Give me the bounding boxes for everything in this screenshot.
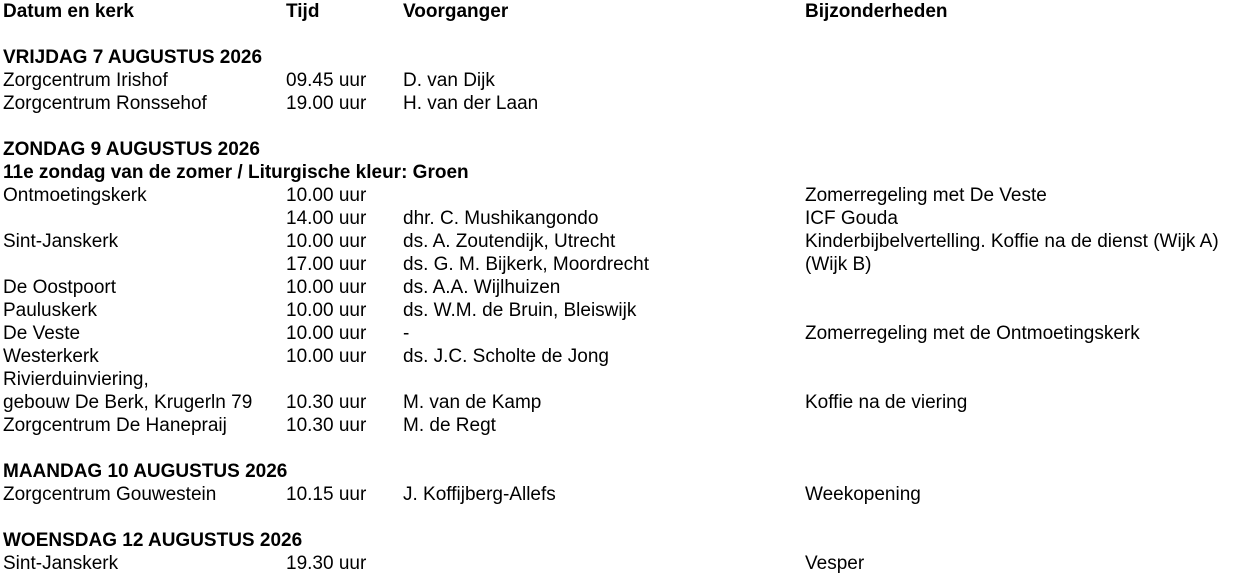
preacher-name: ds. A.A. Wijlhuizen [403, 277, 561, 298]
service-note: Koffie na de viering [805, 392, 968, 413]
church-service-schedule [3, 0, 1241, 575]
service-row [3, 322, 1241, 345]
church-name: Ontmoetingskerk [3, 185, 147, 206]
service-row [3, 391, 1241, 414]
service-row [3, 92, 1241, 115]
preacher-name: ds. G. M. Bijkerk, Moordrecht [403, 254, 650, 275]
preacher-name: ds. J.C. Scholte de Jong [403, 346, 609, 367]
section-date: ZONDAG 9 AUGUSTUS 2026 [3, 139, 260, 160]
service-row [3, 299, 1241, 322]
church-name: Westerkerk [3, 346, 99, 367]
service-time: 10.00 uur [286, 300, 367, 321]
service-row [3, 368, 1241, 391]
service-row [3, 253, 1241, 276]
service-time: 10.00 uur [286, 277, 367, 298]
preacher-name: D. van Dijk [403, 70, 495, 91]
preacher-name: - [403, 323, 410, 344]
church-name: Sint-Janskerk [3, 231, 119, 252]
section-spacer [3, 23, 1241, 46]
header-details: Bijzonderheden [805, 1, 948, 22]
section-spacer [3, 115, 1241, 138]
service-time: 19.30 uur [286, 553, 367, 574]
service-row [3, 345, 1241, 368]
service-time: 10.00 uur [286, 185, 367, 206]
church-name: Zorgcentrum Ronssehof [3, 93, 207, 114]
section-date-row [3, 460, 1241, 483]
church-name: Pauluskerk [3, 300, 97, 321]
preacher-name: ds. W.M. de Bruin, Bleiswijk [403, 300, 637, 321]
header-date-church: Datum en kerk [3, 1, 134, 22]
section-spacer [3, 506, 1241, 529]
service-time: 10.30 uur [286, 415, 367, 436]
preacher-name: dhr. C. Mushikangondo [403, 208, 599, 229]
section-date-row [3, 529, 1241, 552]
preacher-name: M. van de Kamp [403, 392, 542, 413]
section-subtitle-row [3, 161, 1241, 184]
service-note: Zomerregeling met De Veste [805, 185, 1047, 206]
church-name: De Oostpoort [3, 277, 116, 298]
header-time: Tijd [286, 1, 320, 22]
service-row [3, 184, 1241, 207]
service-note: Kinderbijbelvertelling. Koffie na de dienst (Wijk A) [805, 231, 1219, 252]
service-note: (Wijk B) [805, 254, 872, 275]
service-note: Weekopening [805, 484, 921, 505]
preacher-name: ds. A. Zoutendijk, Utrecht [403, 231, 616, 252]
church-name: Zorgcentrum Gouwestein [3, 484, 217, 505]
schedule-body [3, 23, 1241, 575]
header-preacher: Voorganger [403, 1, 509, 22]
service-time: 17.00 uur [286, 254, 367, 275]
service-time: 10.30 uur [286, 392, 367, 413]
service-row [3, 414, 1241, 437]
service-time: 10.00 uur [286, 231, 367, 252]
section-date: MAANDAG 10 AUGUSTUS 2026 [3, 461, 288, 482]
service-time: 10.00 uur [286, 346, 367, 367]
service-row [3, 207, 1241, 230]
service-time: 19.00 uur [286, 93, 367, 114]
service-row [3, 276, 1241, 299]
table-header [3, 0, 1241, 23]
service-time: 10.00 uur [286, 323, 367, 344]
section-subtitle: 11e zondag van de zomer / Liturgische kleur: Groen [3, 162, 469, 183]
service-note: Vesper [805, 553, 865, 574]
section-spacer [3, 437, 1241, 460]
church-name: gebouw De Berk, Krugerln 79 [3, 392, 253, 413]
service-row [3, 69, 1241, 92]
section-date-row [3, 138, 1241, 161]
preacher-name: J. Koffijberg-Allefs [403, 484, 556, 505]
church-name: Rivierduinviering, [3, 369, 149, 390]
preacher-name: M. de Regt [403, 415, 496, 436]
service-time: 09.45 uur [286, 70, 367, 91]
service-time: 14.00 uur [286, 208, 367, 229]
church-name: Zorgcentrum De Hanepraij [3, 415, 227, 436]
section-date-row [3, 46, 1241, 69]
preacher-name: H. van der Laan [403, 93, 539, 114]
section-date: VRIJDAG 7 AUGUSTUS 2026 [3, 47, 263, 68]
section-date: WOENSDAG 12 AUGUSTUS 2026 [3, 530, 303, 551]
service-time: 10.15 uur [286, 484, 367, 505]
service-row [3, 230, 1241, 253]
service-note: ICF Gouda [805, 208, 898, 229]
service-row [3, 552, 1241, 575]
service-row [3, 483, 1241, 506]
church-name: Zorgcentrum Irishof [3, 70, 168, 91]
service-note: Zomerregeling met de Ontmoetingskerk [805, 323, 1140, 344]
church-name: De Veste [3, 323, 81, 344]
church-name: Sint-Janskerk [3, 553, 119, 574]
